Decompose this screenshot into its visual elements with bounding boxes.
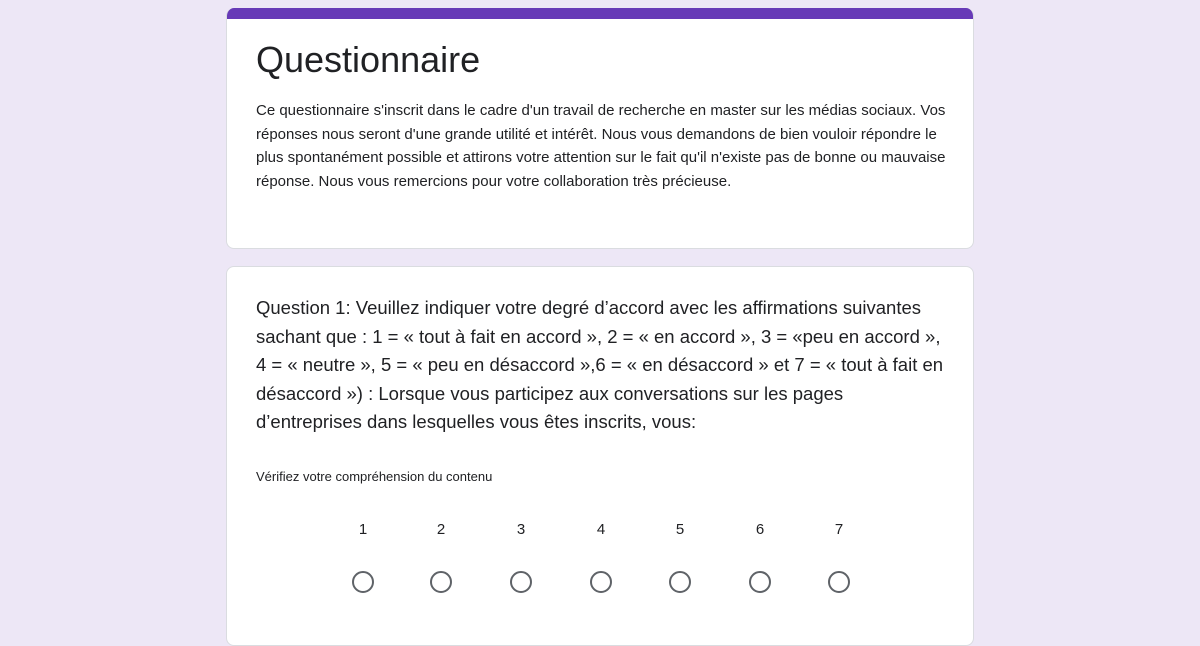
scale-option-4[interactable] — [581, 517, 621, 607]
scale-label: 6 — [755, 521, 765, 538]
radio-button[interactable] — [828, 571, 850, 593]
radio-button[interactable] — [749, 571, 771, 593]
form-accent-bar — [227, 8, 973, 19]
question-help-text: Vérifiez votre compréhension du contenu — [256, 469, 493, 484]
scale-option-5[interactable] — [660, 517, 700, 607]
form-title: Questionnaire — [256, 39, 481, 80]
scale-label: 5 — [675, 521, 685, 538]
form-description: Ce questionnaire s'inscrit dans le cadre d'un travail de recherche en master sur les médias sociaux. Vos réponses nous seront d'une grande utilité et intérêt. Nous vous demandons de bien vouloir répondre le plus spontanément possible et attirons votre attention sur le fait qu'il n'existe pas de bonne ou mauvaise réponse. Nous vous remercions pour votre collaboration très précieuse. — [256, 102, 946, 190]
question-card — [226, 266, 974, 646]
scale-option-7[interactable] — [819, 517, 859, 607]
radio-button[interactable] — [590, 571, 612, 593]
radio-button[interactable] — [669, 571, 691, 593]
scale-option-2[interactable] — [421, 517, 461, 607]
scale-label: 7 — [834, 521, 844, 538]
scale-label: 1 — [358, 521, 368, 538]
scale-option-6[interactable] — [740, 517, 780, 607]
radio-button[interactable] — [510, 571, 532, 593]
radio-button[interactable] — [430, 571, 452, 593]
scale-option-1[interactable] — [343, 517, 383, 607]
scale-label: 4 — [596, 521, 606, 538]
scale-label: 2 — [436, 521, 446, 538]
radio-button[interactable] — [352, 571, 374, 593]
scale-label: 3 — [516, 521, 526, 538]
form-header-card — [226, 8, 974, 249]
linear-scale — [227, 517, 973, 607]
question-title: Question 1: Veuillez indiquer votre degré d’accord avec les affirmations suivantes sachant que : 1 = « tout à fait en accord », 2 = « en accord », 3 = «peu en accord », 4 = « neutre », 5 = « peu en désaccord »,6 = « en désaccord » et 7 = « tout à fait en désaccord ») : Lorsque vous participez aux conversations sur les pages d’entreprises dans lesquelles vous êtes inscrits, vous: — [256, 297, 944, 432]
scale-option-3[interactable] — [501, 517, 541, 607]
